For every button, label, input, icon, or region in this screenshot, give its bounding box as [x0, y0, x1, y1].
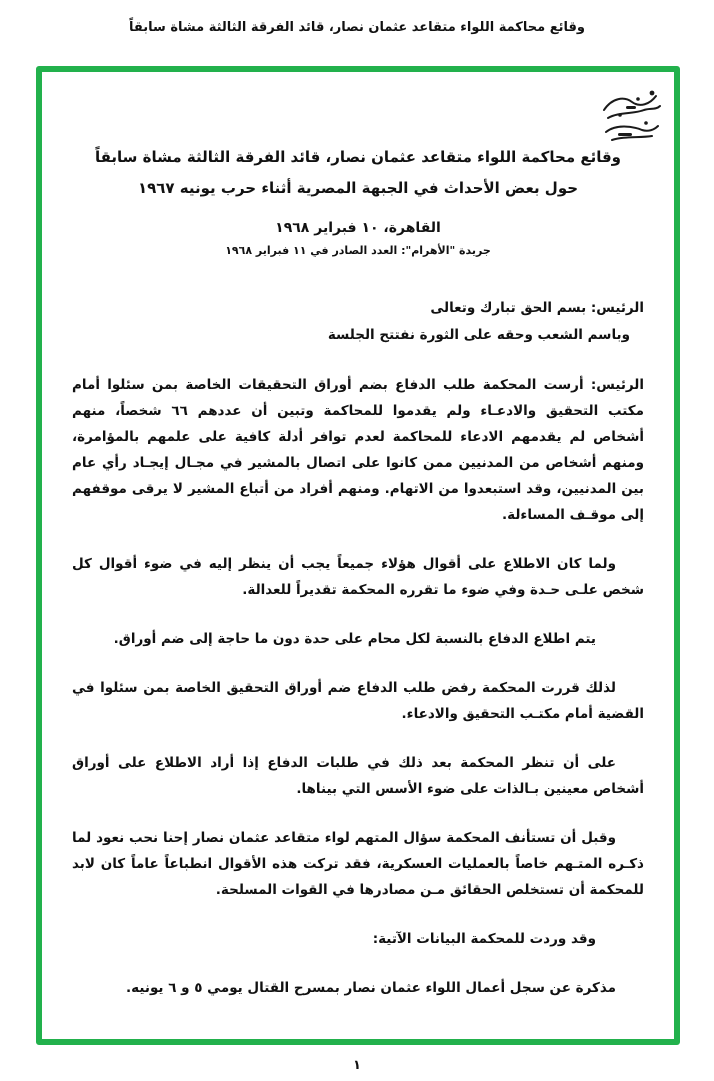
calligraphy-stamp-icon: [598, 88, 664, 146]
page-number: ١: [353, 1058, 361, 1073]
opening-line-1: الرئيس: بسم الحق تبارك وتعالى: [430, 300, 644, 316]
paragraph-4: لذلك قررت المحكمة رفض طلب الدفاع ضم أوراق التحقيق الخاصة بمن سئلوا في القضية أمام مكتـب التحقيق والادعاء.: [72, 680, 644, 722]
paragraph-3: يتم اطلاع الدفاع بالنسبة لكل محام على حدة دون ما حاجة إلى ضم أوراق.: [113, 631, 596, 647]
title-block: [72, 142, 644, 257]
session-opening: [72, 295, 644, 349]
paragraph-2: ولما كان الاطلاع على أقوال هؤلاء جميعاً يجب أن ينظر إليه في ضوء أقوال كل شخص علـى حـدة وفي ضوء ما تقرره المحكمة تقديراً للعدالة.: [72, 556, 644, 598]
paragraph-6: وقبل أن تستأنف المحكمة سؤال المتهم لواء متقاعد عثمان نصار إحنا نحب نعود لما ذكـره المتـهم خاصاً بالعمليات العسكرية، فقد تركت هذه الأقوال انطباعاً عاماً كان لابد للمحكمة أن تستخلص الحقائق مـن مصادرها في القوات المسلحة.: [72, 830, 644, 898]
green-border-frame: [36, 66, 680, 1045]
document-title-line1: وقائع محاكمة اللواء متقاعد عثمان نصار، قائد الفرقة الثالثة مشاة سابقاً: [94, 148, 622, 166]
paragraph-5: على أن تنظر المحكمة بعد ذلك في طلبات الدفاع إذا أراد الاطلاع على أوراق أشخاص معينين بـالذات على ضوء الأسس التي بيناها.: [72, 755, 644, 797]
page-header-title: وقائع محاكمة اللواء متقاعد عثمان نصار، قائد الفرقة الثالثة مشاة سابقاً: [129, 20, 585, 35]
dateline: القاهرة، ١٠ فبراير ١٩٦٨: [275, 220, 441, 236]
source-line: جريدة "الأهرام": العدد الصادر في ١١ فبراير ١٩٦٨: [225, 244, 491, 257]
paragraph-8: مذكرة عن سجل أعمال اللواء عثمان نصار بمسرح القتال يومي ٥ و ٦ يونيه.: [126, 980, 616, 996]
paragraph-7: وقد وردت للمحكمة البيانات الآتية:: [372, 931, 596, 947]
paragraph-1: الرئيس: أرست المحكمة طلب الدفاع بضم أوراق التحقيقات الخاصة بمن سئلوا أمام مكتب التحقيق والادعـاء ولم يقدموا للمحاكمة وتبين أن عددهم ٦٦ شخصاً، منهم أشخاص لم يقدمهم الادعاء للمحاكمة لعدم توافر أدلة كافية على علمهم بالمؤامرة، ومنهم أشخاص من المدنيين ممن كانوا على اتصال بالمشير في مجـال إيجـاد رأي عام بين المدنيين، وقد استبعدوا من الاتهام. ومنهم أفراد من أتباع المشير لا يرقى موقفهم إلى موقـف المساءلة.: [72, 377, 644, 523]
document-title-line2: حول بعض الأحداث في الجبهة المصرية أثناء حرب يونيه ١٩٦٧: [137, 179, 579, 197]
opening-line-2: وباسم الشعب وحقه على الثورة نفتتح الجلسة: [327, 327, 630, 343]
